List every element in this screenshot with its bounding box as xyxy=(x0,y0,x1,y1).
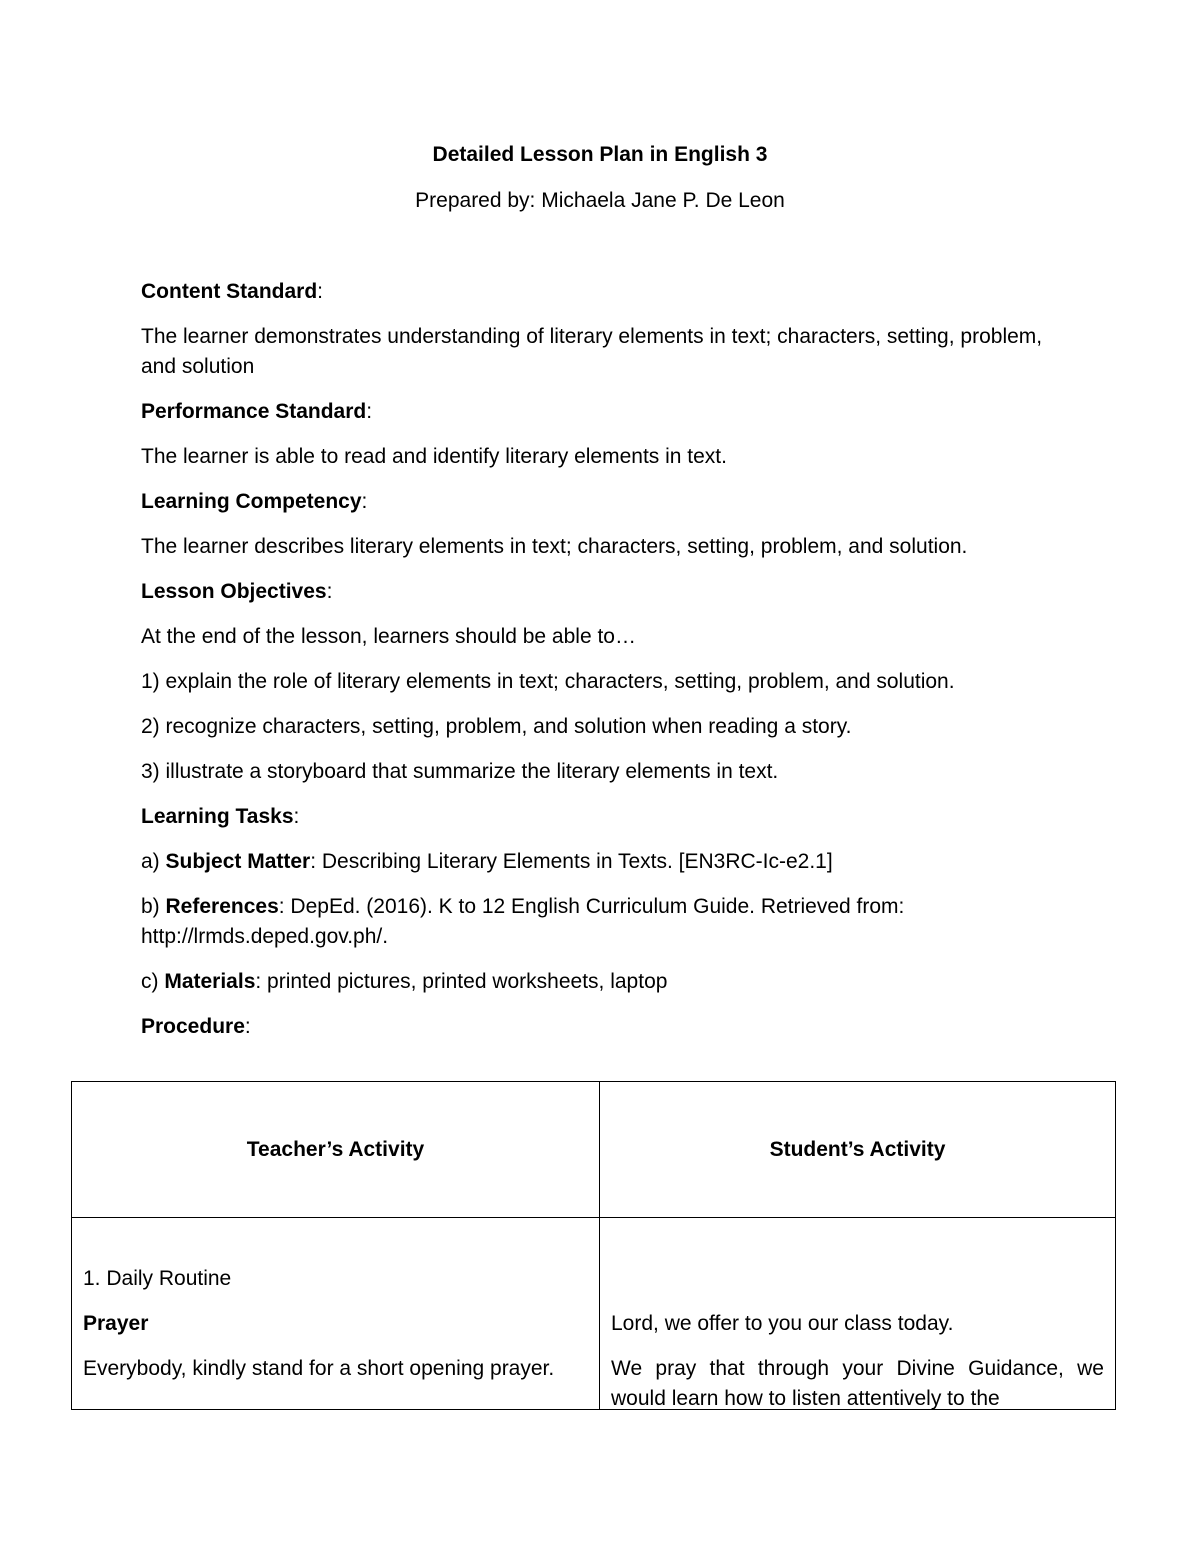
colon: : xyxy=(244,1015,251,1038)
subject-matter-text: : Describing Literary Elements in Texts. [EN3RC-Ic-e2.1] xyxy=(310,850,833,873)
lesson-objectives-intro: At the end of the lesson, learners should be able to… xyxy=(141,625,636,648)
item-prefix: b) xyxy=(141,895,166,918)
item-prefix: c) xyxy=(141,970,165,993)
colon: : xyxy=(361,490,368,513)
table-header-row xyxy=(72,1082,1116,1218)
objective-item: 1) explain the role of literary elements in text; characters, setting, problem, and solution. xyxy=(141,670,955,693)
materials xyxy=(141,967,1071,997)
prayer-label: Prayer xyxy=(83,1312,149,1335)
student-prayer-line: We pray that through your Divine Guidance, we would learn how to listen attentively to the xyxy=(611,1357,1104,1409)
references-label: References xyxy=(165,895,279,918)
teacher-activity-cell xyxy=(72,1218,600,1410)
references xyxy=(141,892,1071,952)
performance-standard-text: The learner is able to read and identify literary elements in text. xyxy=(141,445,727,468)
spacer xyxy=(611,1264,1104,1294)
content-standard-text: The learner demonstrates understanding of literary elements in text; characters, setting, problem, and solution xyxy=(141,325,1043,378)
lesson-body xyxy=(141,277,1071,1057)
cell-content xyxy=(600,1218,1115,1409)
colon: : xyxy=(366,400,373,423)
section-label: Content Standard xyxy=(141,280,318,303)
performance-standard-heading xyxy=(141,397,1071,427)
procedure-table xyxy=(71,1081,1116,1410)
prayer-heading xyxy=(83,1309,588,1339)
section-label: Procedure xyxy=(141,1015,245,1038)
prepared-by: Prepared by: Michaela Jane P. De Leon xyxy=(415,189,785,212)
learning-competency-text: The learner describes literary elements in text; characters, setting, problem, and solution. xyxy=(141,535,968,558)
cell-content xyxy=(72,1218,599,1409)
materials-text: : printed pictures, printed worksheets, laptop xyxy=(255,970,668,993)
prayer-instruction: Everybody, kindly stand for a short opening prayer. xyxy=(83,1357,555,1380)
content-standard-heading xyxy=(141,277,1071,307)
section-label: Learning Competency xyxy=(141,490,362,513)
document-title: Detailed Lesson Plan in English 3 xyxy=(432,143,768,166)
item-prefix: a) xyxy=(141,850,166,873)
table-row xyxy=(72,1218,1116,1410)
section-label: Learning Tasks xyxy=(141,805,294,828)
references-text: : DepEd. (2016). K to 12 English Curriculum Guide. Retrieved from: http://lrmds.deped.gov.ph/. xyxy=(141,895,905,948)
materials-label: Materials xyxy=(164,970,256,993)
objective-item: 3) illustrate a storyboard that summarize the literary elements in text. xyxy=(141,760,779,783)
daily-routine: 1. Daily Routine xyxy=(83,1267,232,1290)
student-activity-header: Student’s Activity xyxy=(600,1082,1116,1218)
subject-matter xyxy=(141,847,1071,877)
student-activity-cell xyxy=(600,1218,1116,1410)
objective-item: 2) recognize characters, setting, problem, and solution when reading a story. xyxy=(141,715,852,738)
colon: : xyxy=(293,805,300,828)
learning-tasks-heading xyxy=(141,802,1071,832)
colon: : xyxy=(317,280,324,303)
procedure-heading xyxy=(141,1012,1071,1042)
section-label: Performance Standard xyxy=(141,400,367,423)
colon: : xyxy=(326,580,333,603)
subject-matter-label: Subject Matter xyxy=(165,850,311,873)
section-label: Lesson Objectives xyxy=(141,580,327,603)
teacher-activity-header: Teacher’s Activity xyxy=(72,1082,600,1218)
student-prayer-line: Lord, we offer to you our class today. xyxy=(611,1312,954,1335)
lesson-objectives-heading xyxy=(141,577,1071,607)
learning-competency-heading xyxy=(141,487,1071,517)
